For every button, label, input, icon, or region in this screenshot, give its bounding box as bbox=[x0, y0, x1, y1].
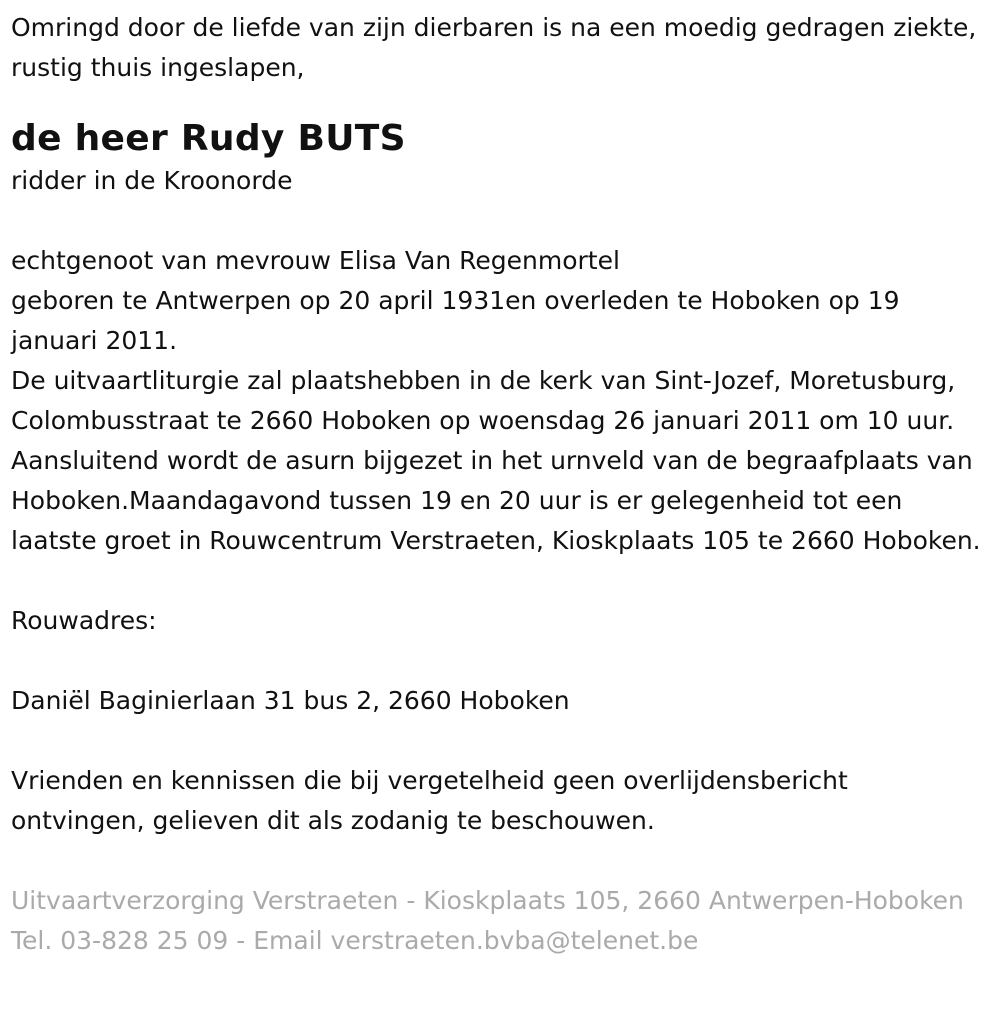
birth-death-text: geboren te Antwerpen op 20 april 1931en overleden te Hoboken op 19 januari 2011. bbox=[11, 286, 900, 355]
closing-text: Vrienden en kennissen die bij vergetelheid geen overlijdensbericht ontvingen, gelieven dit als zodanig te beschouwen. bbox=[11, 766, 848, 835]
honorary-title: ridder in de Kroonorde bbox=[11, 166, 293, 195]
spacer bbox=[11, 201, 989, 241]
mourning-address-label: Rouwadres: bbox=[11, 606, 157, 635]
spacer bbox=[11, 561, 989, 601]
spacer bbox=[11, 641, 989, 681]
mourning-address: Daniël Baginierlaan 31 bus 2, 2660 Hoboken bbox=[11, 686, 570, 715]
funeral-home-footer: Uitvaartverzorging Verstraeten - Kioskplaats 105, 2660 Antwerpen-Hoboken Tel. 03-828 25 09 - Email verstraeten.bvba@telenet.be bbox=[11, 886, 964, 955]
funeral-text: De uitvaartliturgie zal plaatshebben in de kerk van Sint-Jozef, Moretusburg, Colombusstraat te 2660 Hoboken op woensdag 26 januari 2011 om 10 uur. Aansluitend wordt de asurn bijgezet in het urnveld van de begraafplaats van Hoboken.Maandagavond tussen 19 en 20 uur is er gelegenheid tot een laatste groet in Rouwcentrum Verstraeten, Kioskplaats 105 te 2660 Hoboken. bbox=[11, 366, 981, 555]
spouse-text: echtgenoot van mevrouw Elisa Van Regenmortel bbox=[11, 246, 620, 275]
deceased-name: de heer Rudy BUTS bbox=[11, 118, 406, 159]
spacer bbox=[11, 721, 989, 761]
intro-text: Omringd door de liefde van zijn dierbaren is na een moedig gedragen ziekte, rustig thuis ingeslapen, bbox=[11, 13, 977, 82]
spacer bbox=[11, 841, 989, 881]
